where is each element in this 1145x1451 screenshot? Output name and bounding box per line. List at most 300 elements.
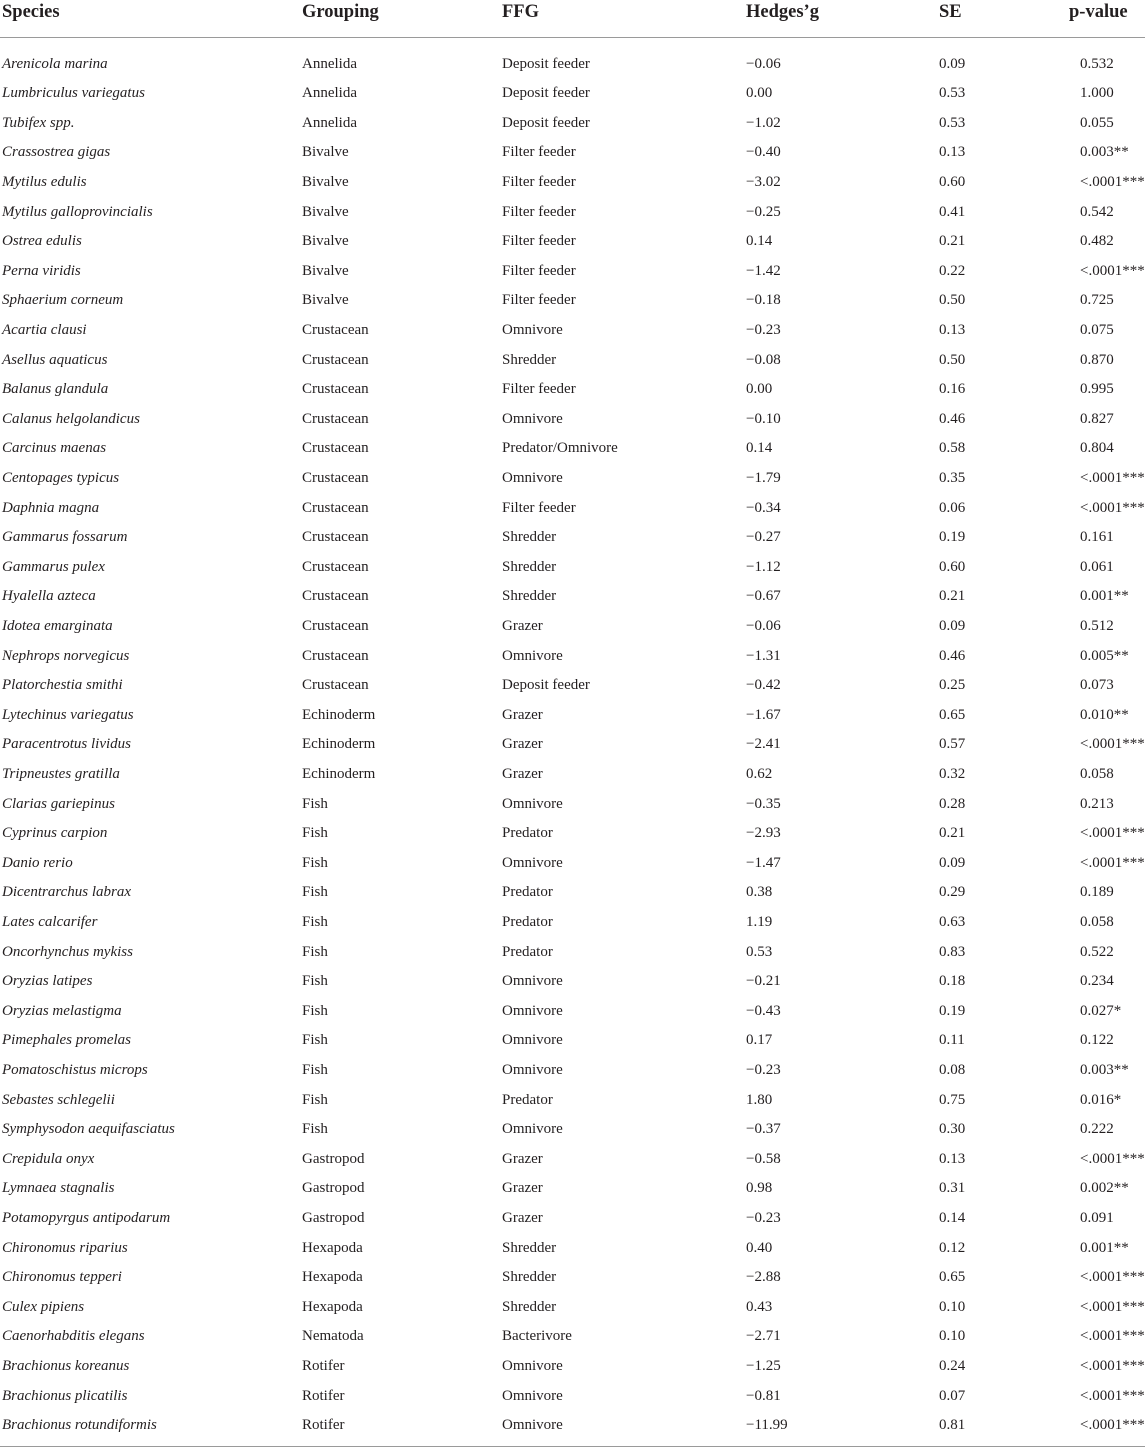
table-row [0, 1056, 1145, 1086]
hedges-g-cell: 0.98 [746, 1180, 773, 1197]
se-cell: 0.10 [939, 1298, 966, 1315]
grouping-cell: Crustacean [302, 322, 369, 338]
header-ffg: FFG [502, 2, 539, 22]
grouping-cell: Nematoda [302, 1328, 364, 1345]
hedges-g-cell: −0.67 [746, 588, 781, 605]
grouping-cell: Hexapoda [302, 1239, 363, 1256]
species-cell: Platorchestia smithi [2, 677, 123, 694]
table-row [0, 198, 1145, 228]
se-cell: 0.13 [939, 144, 966, 161]
hedges-g-cell: −2.93 [746, 825, 781, 842]
ffg-cell: Predator [502, 884, 553, 901]
se-cell: 0.60 [939, 558, 966, 575]
p-value-cell: 0.542 [1080, 203, 1114, 220]
ffg-cell: Grazer [502, 1150, 543, 1167]
hedges-g-cell: −0.21 [746, 973, 781, 990]
table-row [0, 642, 1145, 672]
ffg-cell: Grazer [502, 618, 543, 634]
grouping-cell: Annelida [302, 85, 357, 102]
species-cell: Oryzias latipes [2, 973, 93, 990]
species-cell: Hyalella azteca [2, 588, 96, 605]
ffg-cell: Filter feeder [502, 233, 576, 250]
hedges-g-cell: −0.35 [746, 795, 781, 812]
hedges-g-cell: 0.17 [746, 1032, 773, 1049]
hedges-g-cell: 0.53 [746, 943, 773, 960]
grouping-cell: Fish [302, 1091, 328, 1108]
hedges-g-cell: −1.79 [746, 470, 781, 486]
species-cell: Sphaerium corneum [2, 292, 124, 309]
grouping-cell: Fish [302, 795, 328, 812]
p-value-cell: 0.222 [1080, 1121, 1114, 1138]
se-cell: 0.29 [939, 884, 966, 901]
se-cell: 0.30 [939, 1121, 966, 1138]
grouping-cell: Gastropod [302, 1150, 365, 1167]
table-row [0, 1293, 1145, 1323]
ffg-cell: Predator [502, 943, 553, 960]
p-value-cell: <.0001*** [1080, 174, 1145, 190]
grouping-cell: Crustacean [302, 351, 369, 368]
grouping-cell: Hexapoda [302, 1298, 363, 1315]
species-cell: Gammarus fossarum [2, 529, 128, 546]
ffg-cell: Grazer [502, 766, 543, 782]
p-value-cell: 0.003** [1080, 144, 1129, 161]
se-cell: 0.10 [939, 1328, 966, 1345]
p-value-cell: 0.073 [1080, 677, 1114, 694]
ffg-cell: Omnivore [502, 1062, 563, 1078]
ffg-cell: Grazer [502, 1210, 543, 1226]
species-cell: Pomatoschistus microps [2, 1062, 148, 1078]
grouping-cell: Bivalve [302, 262, 349, 279]
hedges-g-cell: 0.40 [746, 1239, 773, 1256]
se-cell: 0.50 [939, 351, 966, 368]
hedges-g-cell: −0.23 [746, 1062, 781, 1078]
se-cell: 0.24 [939, 1358, 966, 1374]
hedges-g-cell: −0.10 [746, 410, 781, 427]
se-cell: 0.31 [939, 1180, 966, 1197]
species-cell: Clarias gariepinus [2, 795, 115, 812]
ffg-cell: Predator [502, 914, 553, 930]
se-cell: 0.83 [939, 943, 966, 960]
grouping-cell: Bivalve [302, 292, 349, 309]
hedges-g-cell: −0.23 [746, 1210, 781, 1226]
grouping-cell: Fish [302, 1002, 328, 1019]
grouping-cell: Crustacean [302, 677, 369, 694]
p-value-cell: <.0001*** [1080, 499, 1145, 516]
se-cell: 0.18 [939, 973, 966, 990]
table-row [0, 878, 1145, 908]
table-row [0, 1204, 1145, 1234]
table-row [0, 612, 1145, 642]
table-row [0, 168, 1145, 198]
ffg-cell: Predator/Omnivore [502, 440, 618, 457]
se-cell: 0.46 [939, 647, 966, 664]
se-cell: 0.14 [939, 1210, 966, 1226]
hedges-g-cell: −0.06 [746, 618, 781, 634]
hedges-g-cell: 0.00 [746, 85, 773, 102]
se-cell: 0.21 [939, 825, 966, 842]
hedges-g-cell: 0.14 [746, 233, 773, 250]
p-value-cell: <.0001*** [1080, 854, 1145, 871]
grouping-cell: Crustacean [302, 470, 369, 486]
species-cell: Chironomus riparius [2, 1239, 128, 1256]
grouping-cell: Bivalve [302, 233, 349, 250]
grouping-cell: Gastropod [302, 1180, 365, 1197]
p-value-cell: 0.016* [1080, 1091, 1122, 1108]
header-divider [0, 37, 1145, 38]
se-cell: 0.53 [939, 85, 966, 102]
table-row [0, 1115, 1145, 1145]
table-row [0, 1026, 1145, 1056]
table-row [0, 671, 1145, 701]
hedges-g-cell: −0.42 [746, 677, 781, 694]
grouping-cell: Crustacean [302, 381, 369, 398]
se-cell: 0.08 [939, 1062, 966, 1078]
se-cell: 0.81 [939, 1417, 966, 1434]
species-cell: Brachionus koreanus [2, 1358, 130, 1374]
se-cell: 0.09 [939, 618, 966, 634]
ffg-cell: Filter feeder [502, 174, 576, 190]
table-row [0, 286, 1145, 316]
species-cell: Paracentrotus lividus [2, 736, 132, 753]
se-cell: 0.16 [939, 381, 966, 398]
hedges-g-cell: −2.41 [746, 736, 781, 753]
hedges-g-cell: −1.12 [746, 558, 781, 575]
hedges-g-cell: −1.31 [746, 647, 781, 664]
p-value-cell: 0.058 [1080, 766, 1114, 782]
table-row [0, 819, 1145, 849]
hedges-g-cell: −0.08 [746, 351, 781, 368]
grouping-cell: Fish [302, 973, 328, 990]
se-cell: 0.09 [939, 854, 966, 871]
species-cell: Lates calcarifer [2, 914, 98, 930]
species-cell: Lymnaea stagnalis [2, 1180, 115, 1197]
p-value-cell: 0.001** [1080, 588, 1129, 605]
hedges-g-cell: 0.62 [746, 766, 773, 782]
se-cell: 0.21 [939, 588, 966, 605]
species-cell: Carcinus maenas [2, 440, 107, 457]
p-value-cell: 0.003** [1080, 1062, 1129, 1078]
se-cell: 0.58 [939, 440, 966, 457]
p-value-cell: 0.091 [1080, 1210, 1114, 1226]
species-cell: Crepidula onyx [2, 1150, 95, 1167]
hedges-g-cell: −1.47 [746, 854, 781, 871]
species-cell: Tubifex spp. [2, 114, 75, 131]
species-cell: Dicentrarchus labrax [2, 884, 132, 901]
ffg-cell: Omnivore [502, 1002, 563, 1019]
grouping-cell: Bivalve [302, 174, 349, 190]
p-value-cell: <.0001*** [1080, 262, 1145, 279]
ffg-cell: Shredder [502, 1298, 557, 1315]
species-cell: Sebastes schlegelii [2, 1091, 115, 1108]
p-value-cell: <.0001*** [1080, 470, 1145, 486]
table-row [0, 1352, 1145, 1382]
se-cell: 0.60 [939, 174, 966, 190]
species-cell: Brachionus rotundiformis [2, 1417, 157, 1434]
species-cell: Chironomus tepperi [2, 1269, 122, 1286]
ffg-cell: Filter feeder [502, 381, 576, 398]
grouping-cell: Rotifer [302, 1417, 345, 1434]
hedges-g-cell: −1.42 [746, 262, 781, 279]
species-cell: Perna viridis [2, 262, 81, 279]
species-cell: Nephrops norvegicus [2, 647, 130, 664]
p-value-cell: <.0001*** [1080, 1358, 1145, 1374]
table-row [0, 79, 1145, 109]
grouping-cell: Hexapoda [302, 1269, 363, 1286]
p-value-cell: 0.827 [1080, 410, 1114, 427]
se-cell: 0.46 [939, 410, 966, 427]
hedges-g-cell: −0.58 [746, 1150, 781, 1167]
grouping-cell: Echinoderm [302, 706, 376, 723]
ffg-cell: Shredder [502, 1269, 557, 1286]
species-cell: Mytilus galloprovincialis [2, 203, 153, 220]
ffg-cell: Predator [502, 825, 553, 842]
p-value-cell: 0.002** [1080, 1180, 1129, 1197]
p-value-cell: 0.522 [1080, 943, 1114, 960]
se-cell: 0.11 [939, 1032, 965, 1049]
grouping-cell: Crustacean [302, 410, 369, 427]
p-value-cell: 0.075 [1080, 322, 1114, 338]
species-cell: Caenorhabditis elegans [2, 1328, 145, 1345]
p-value-cell: 0.010** [1080, 706, 1129, 723]
table-row [0, 138, 1145, 168]
table-header-row [0, 0, 1145, 24]
p-value-cell: <.0001*** [1080, 1387, 1145, 1404]
ffg-cell: Omnivore [502, 973, 563, 990]
table-row [0, 582, 1145, 612]
hedges-g-cell: 1.19 [746, 914, 773, 930]
grouping-cell: Crustacean [302, 647, 369, 664]
species-cell: Arenicola marina [2, 55, 108, 72]
table-row [0, 849, 1145, 879]
species-cell: Potamopyrgus antipodarum [2, 1210, 171, 1226]
hedges-g-cell: −0.37 [746, 1121, 781, 1138]
species-cell: Danio rerio [2, 854, 73, 871]
p-value-cell: 0.532 [1080, 55, 1114, 72]
ffg-cell: Omnivore [502, 470, 563, 486]
table-row [0, 1145, 1145, 1175]
species-cell: Crassostrea gigas [2, 144, 111, 161]
ffg-cell: Deposit feeder [502, 85, 590, 102]
grouping-cell: Crustacean [302, 499, 369, 516]
ffg-cell: Shredder [502, 529, 557, 546]
grouping-cell: Echinoderm [302, 736, 376, 753]
table-row [0, 405, 1145, 435]
se-cell: 0.19 [939, 529, 966, 546]
p-value-cell: 0.001** [1080, 1239, 1129, 1256]
ffg-cell: Omnivore [502, 647, 563, 664]
ffg-cell: Deposit feeder [502, 677, 590, 694]
ffg-cell: Omnivore [502, 795, 563, 812]
p-value-cell: 0.122 [1080, 1032, 1114, 1049]
header-se: SE [939, 2, 962, 22]
se-cell: 0.57 [939, 736, 966, 753]
table-row [0, 730, 1145, 760]
species-cell: Symphysodon aequifasciatus [2, 1121, 175, 1138]
grouping-cell: Gastropod [302, 1210, 365, 1226]
table-row [0, 434, 1145, 464]
species-cell: Gammarus pulex [2, 558, 105, 575]
table-row [0, 760, 1145, 790]
hedges-g-cell: 1.80 [746, 1091, 773, 1108]
grouping-cell: Fish [302, 943, 328, 960]
species-cell: Ostrea edulis [2, 233, 82, 250]
p-value-cell: 0.995 [1080, 381, 1114, 398]
p-value-cell: 0.055 [1080, 114, 1114, 131]
p-value-cell: <.0001*** [1080, 1417, 1145, 1434]
grouping-cell: Crustacean [302, 618, 369, 634]
se-cell: 0.41 [939, 203, 966, 220]
hedges-g-cell: −0.23 [746, 322, 781, 338]
ffg-cell: Deposit feeder [502, 55, 590, 72]
hedges-g-cell: −1.67 [746, 706, 781, 723]
table-bottom-rule [0, 1446, 1145, 1447]
table-row [0, 1411, 1145, 1441]
p-value-cell: 0.027* [1080, 1002, 1122, 1019]
table-row [0, 1174, 1145, 1204]
table-row [0, 908, 1145, 938]
ffg-cell: Shredder [502, 588, 557, 605]
ffg-cell: Filter feeder [502, 292, 576, 309]
species-cell: Calanus helgolandicus [2, 410, 140, 427]
hedges-g-cell: −0.40 [746, 144, 781, 161]
hedges-g-cell: −0.06 [746, 55, 781, 72]
se-cell: 0.22 [939, 262, 966, 279]
se-cell: 0.06 [939, 499, 966, 516]
table-row [0, 701, 1145, 731]
table-row [0, 523, 1145, 553]
header-hedges-g: Hedges’g [746, 2, 819, 22]
grouping-cell: Fish [302, 914, 328, 930]
grouping-cell: Rotifer [302, 1358, 345, 1374]
ffg-cell: Omnivore [502, 410, 563, 427]
table-row [0, 257, 1145, 287]
se-cell: 0.32 [939, 766, 966, 782]
se-cell: 0.13 [939, 322, 966, 338]
se-cell: 0.12 [939, 1239, 966, 1256]
species-cell: Tripneustes gratilla [2, 766, 120, 782]
hedges-g-cell: −2.71 [746, 1328, 781, 1345]
hedges-g-cell: 0.00 [746, 381, 773, 398]
se-cell: 0.09 [939, 55, 966, 72]
hedges-g-cell: −0.25 [746, 203, 781, 220]
species-cell: Oncorhynchus mykiss [2, 943, 133, 960]
species-cell: Daphnia magna [2, 499, 100, 516]
grouping-cell: Echinoderm [302, 766, 376, 782]
ffg-cell: Filter feeder [502, 203, 576, 220]
ffg-cell: Omnivore [502, 1387, 563, 1404]
header-species: Species [2, 2, 60, 22]
ffg-cell: Shredder [502, 558, 557, 575]
ffg-cell: Deposit feeder [502, 114, 590, 131]
hedges-g-cell: −1.25 [746, 1358, 781, 1374]
table-row [0, 346, 1145, 376]
ffg-cell: Omnivore [502, 1121, 563, 1138]
ffg-cell: Omnivore [502, 322, 563, 338]
ffg-cell: Omnivore [502, 1417, 563, 1434]
ffg-cell: Shredder [502, 1239, 557, 1256]
grouping-cell: Crustacean [302, 529, 369, 546]
se-cell: 0.21 [939, 233, 966, 250]
p-value-cell: <.0001*** [1080, 1328, 1145, 1345]
table-row [0, 316, 1145, 346]
p-value-cell: 1.000 [1080, 85, 1114, 102]
table-row [0, 1086, 1145, 1116]
p-value-cell: 0.061 [1080, 558, 1114, 575]
p-value-cell: 0.482 [1080, 233, 1114, 250]
se-cell: 0.50 [939, 292, 966, 309]
species-cell: Idotea emarginata [2, 618, 113, 634]
hedges-g-cell: −2.88 [746, 1269, 781, 1286]
hedges-g-cell: −0.43 [746, 1002, 781, 1019]
species-cell: Mytilus edulis [2, 174, 87, 190]
p-value-cell: <.0001*** [1080, 1298, 1145, 1315]
p-value-cell: 0.005** [1080, 647, 1129, 664]
table-row [0, 494, 1145, 524]
ffg-cell: Filter feeder [502, 262, 576, 279]
hedges-g-cell: −1.02 [746, 114, 781, 131]
species-cell: Asellus aquaticus [2, 351, 108, 368]
table-row [0, 109, 1145, 139]
se-cell: 0.65 [939, 706, 966, 723]
p-value-cell: 0.870 [1080, 351, 1114, 368]
header-grouping: Grouping [302, 2, 379, 22]
grouping-cell: Fish [302, 1032, 328, 1049]
hedges-g-cell: 0.38 [746, 884, 773, 901]
hedges-g-cell: 0.14 [746, 440, 773, 457]
species-cell: Cyprinus carpion [2, 825, 108, 842]
grouping-cell: Fish [302, 1121, 328, 1138]
ffg-cell: Predator [502, 1091, 553, 1108]
ffg-cell: Shredder [502, 351, 557, 368]
species-cell: Oryzias melastigma [2, 1002, 122, 1019]
hedges-g-cell: −0.81 [746, 1387, 781, 1404]
se-cell: 0.19 [939, 1002, 966, 1019]
p-value-cell: <.0001*** [1080, 825, 1145, 842]
ffg-cell: Grazer [502, 706, 543, 723]
p-value-cell: 0.213 [1080, 795, 1114, 812]
species-cell: Culex pipiens [2, 1298, 85, 1315]
table-row [0, 967, 1145, 997]
p-value-cell: <.0001*** [1080, 1269, 1145, 1286]
se-cell: 0.53 [939, 114, 966, 131]
p-value-cell: 0.058 [1080, 914, 1114, 930]
hedges-g-cell: −0.27 [746, 529, 781, 546]
hedges-g-cell: −3.02 [746, 174, 781, 190]
table-row [0, 1263, 1145, 1293]
se-cell: 0.13 [939, 1150, 966, 1167]
table-row [0, 227, 1145, 257]
table-row [0, 1234, 1145, 1264]
p-value-cell: <.0001*** [1080, 1150, 1145, 1167]
hedges-g-cell: −0.18 [746, 292, 781, 309]
ffg-cell: Omnivore [502, 854, 563, 871]
table-row [0, 938, 1145, 968]
se-cell: 0.75 [939, 1091, 966, 1108]
grouping-cell: Annelida [302, 55, 357, 72]
grouping-cell: Fish [302, 854, 328, 871]
species-cell: Balanus glandula [2, 381, 109, 398]
species-cell: Lytechinus variegatus [2, 706, 134, 723]
grouping-cell: Annelida [302, 114, 357, 131]
grouping-cell: Crustacean [302, 588, 369, 605]
hedges-g-cell: 0.43 [746, 1298, 773, 1315]
p-value-cell: 0.804 [1080, 440, 1114, 457]
species-cell: Centopages typicus [2, 470, 120, 486]
grouping-cell: Fish [302, 884, 328, 901]
grouping-cell: Fish [302, 825, 328, 842]
grouping-cell: Crustacean [302, 440, 369, 457]
ffg-cell: Omnivore [502, 1358, 563, 1374]
